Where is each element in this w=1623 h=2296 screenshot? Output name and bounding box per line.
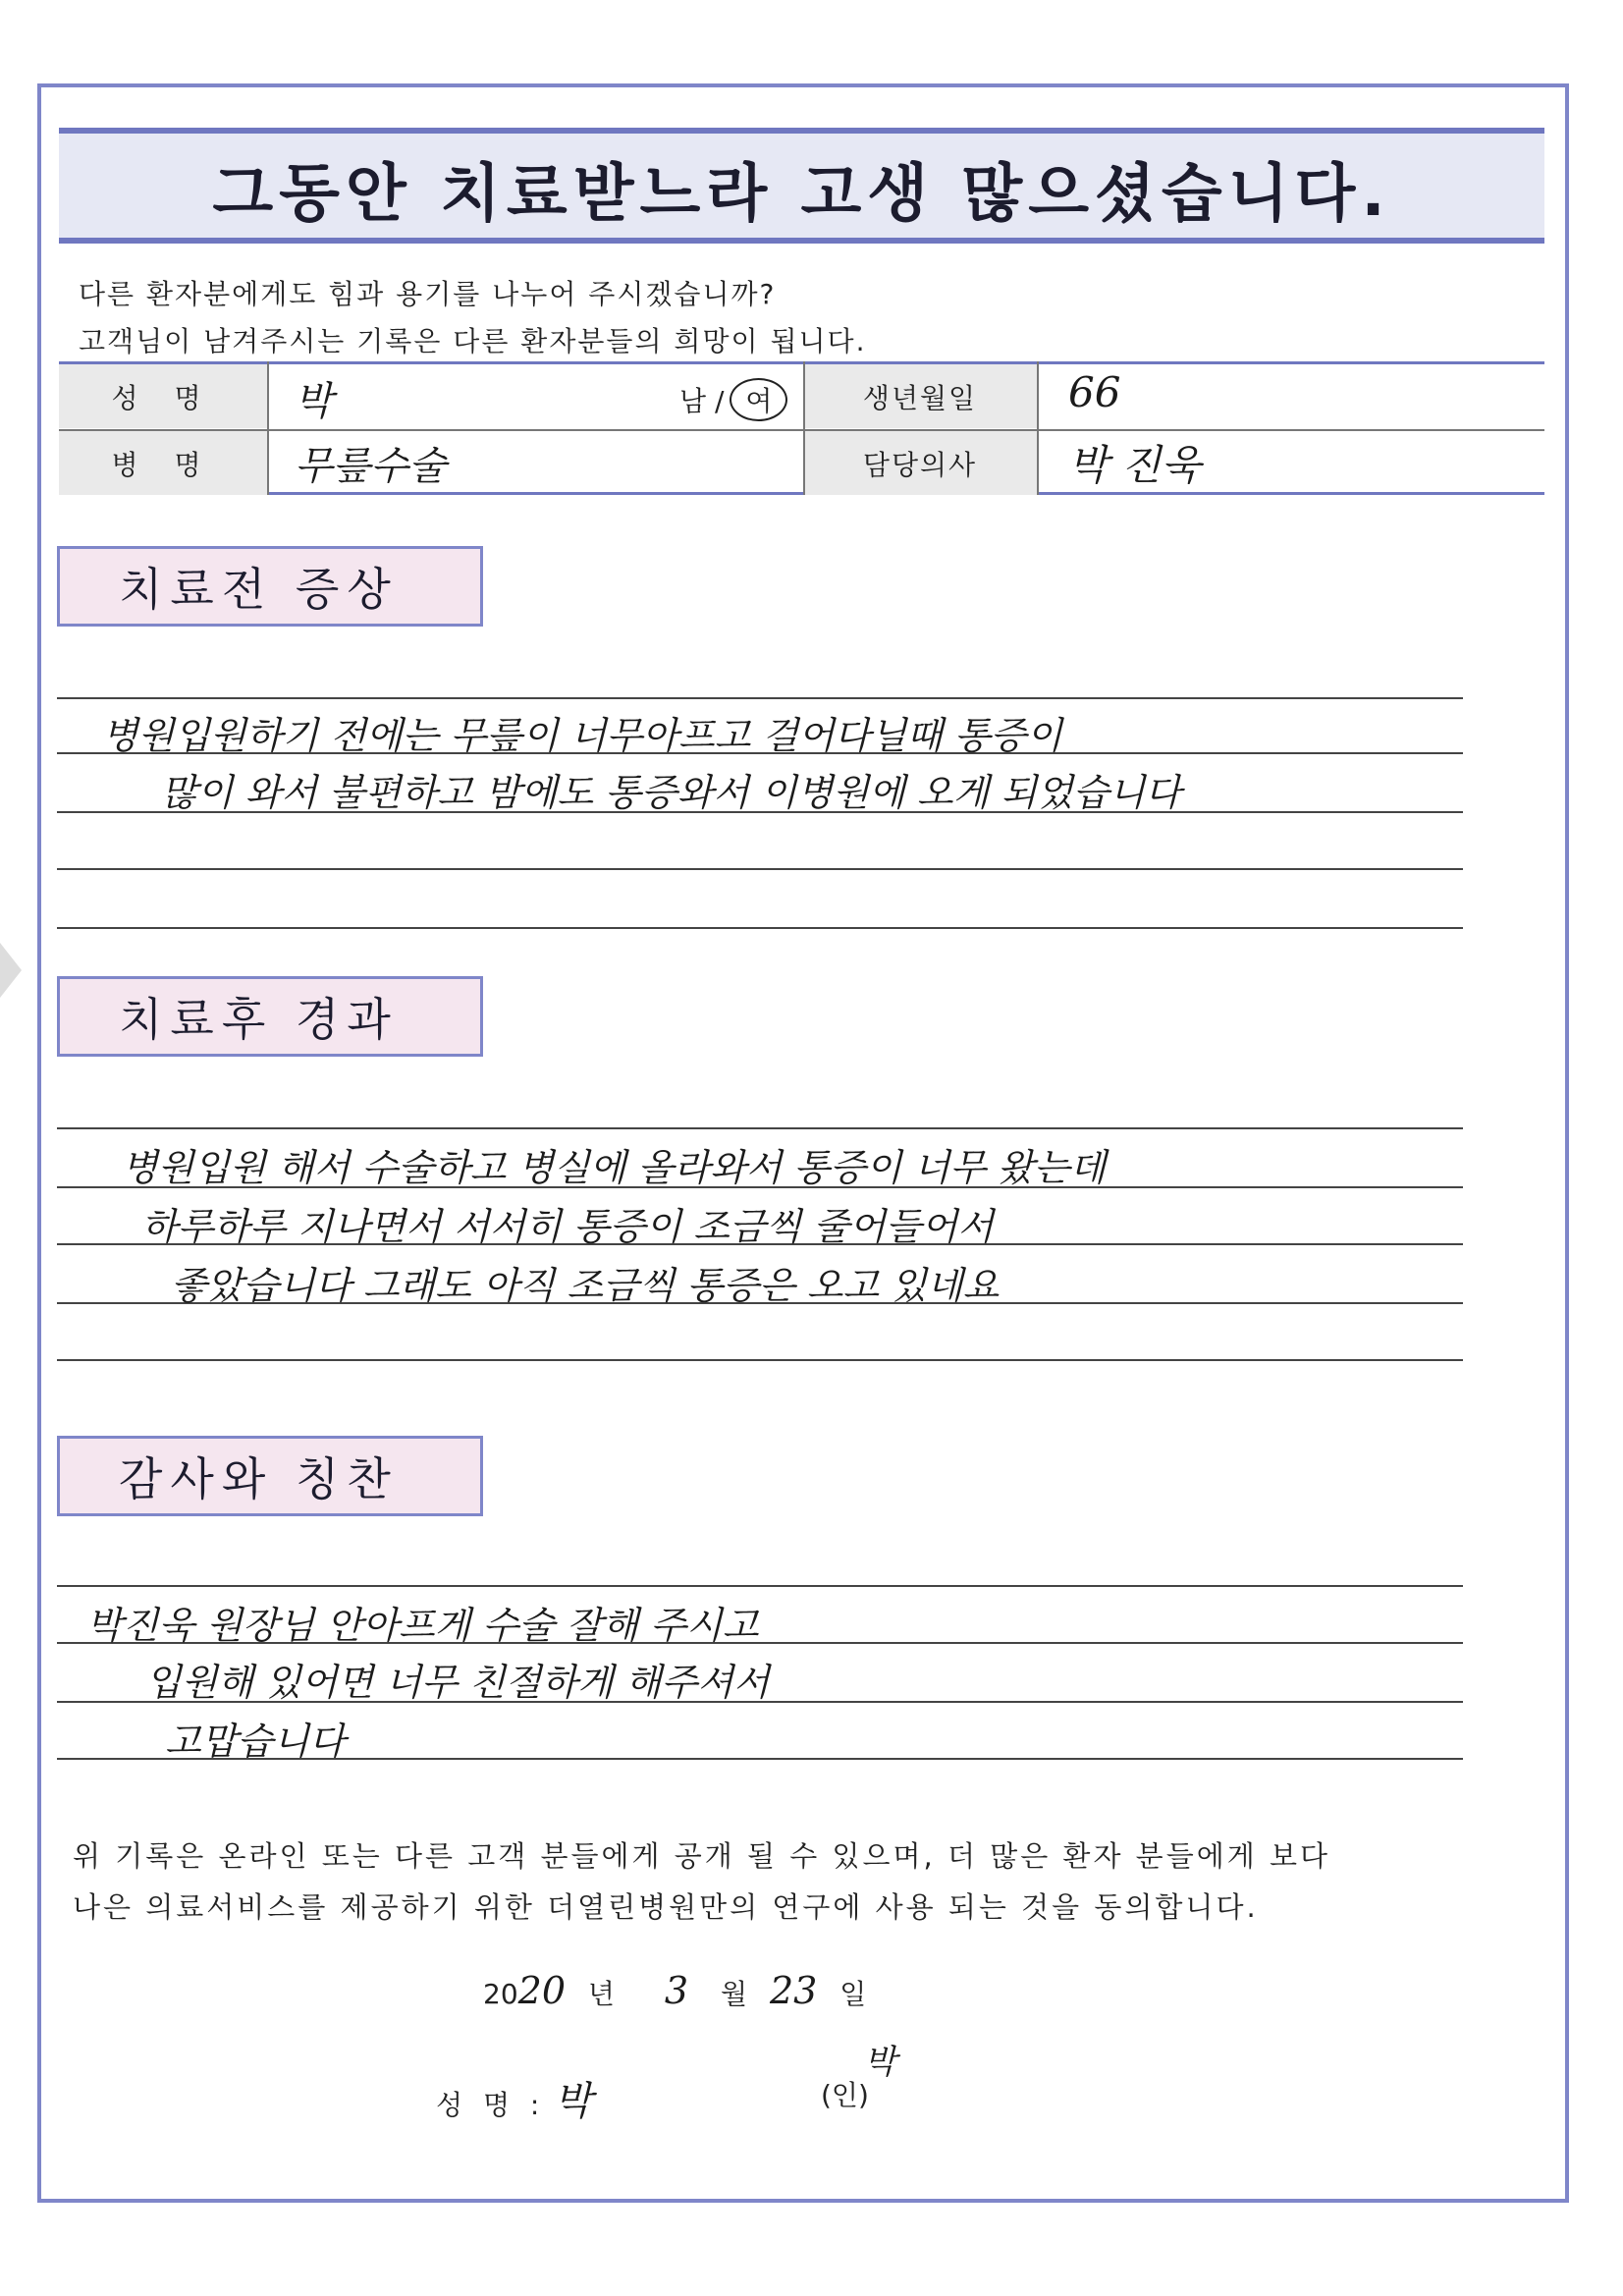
thanks-line-1: 박진욱 원장님 안아프게 수술 잘해 주시고	[86, 1604, 759, 1647]
name-value: 박	[295, 379, 333, 424]
after-line-2: 하루하루 지나면서 서서히 통증이 조금씩 줄어들어서	[141, 1205, 994, 1248]
info-row-name	[59, 364, 1544, 428]
gender-male: 남 /	[679, 385, 725, 417]
intro-line-1: 다른 환자분에게도 힘과 용기를 나누어 주시겠습니까?	[79, 278, 777, 310]
section-heading-before: 치료전 증상	[57, 546, 483, 627]
seal-signature: 박	[864, 2043, 896, 2082]
consent-line-2: 나은 의료서비스를 제공하기 위한 더열린병원만의 연구에 사용 되는 것을 동의합니다.	[73, 1890, 1259, 1924]
date-month-hand: 3	[664, 1969, 689, 2012]
table-divider	[1037, 361, 1039, 495]
page-title: 그동안 치료받느라 고생 많으셨습니다.	[212, 158, 1391, 231]
date-day-hand: 23	[769, 1969, 818, 2012]
writing-rule	[57, 868, 1463, 870]
table-divider	[803, 361, 805, 495]
gender-field	[679, 378, 787, 421]
date-day-unit: 일	[839, 1978, 867, 2010]
patient-info-table	[59, 361, 1544, 495]
date-year-prefix: 20	[483, 1978, 518, 2010]
birth-value: 66	[1068, 368, 1121, 416]
section-heading-thanks: 감사와 칭찬	[57, 1436, 483, 1516]
seal-label: (인)	[821, 2079, 869, 2111]
name-label: 성 명	[59, 364, 267, 428]
writing-rule	[57, 697, 1463, 699]
date-month-unit: 월	[720, 1978, 748, 2010]
disease-label: 병 명	[59, 431, 267, 495]
date-row	[483, 1969, 866, 2012]
writing-rule	[57, 1127, 1463, 1129]
date-year-hand: 20	[517, 1969, 566, 2012]
doctor-label: 담당의사	[803, 431, 1037, 495]
writing-rule	[57, 1585, 1463, 1587]
birth-label: 생년월일	[803, 364, 1037, 428]
intro-line-2: 고객님이 남겨주시는 기록은 다른 환자분들의 희망이 됩니다.	[79, 325, 867, 357]
gender-female-circled: 여	[730, 378, 787, 421]
title-banner	[59, 128, 1544, 244]
writing-rule	[57, 1359, 1463, 1361]
before-line-2: 많이 와서 불편하고 밤에도 통증와서 이병원에 오게 되었습니다	[161, 771, 1181, 814]
consent-line-1: 위 기록은 온라인 또는 다른 고객 분들에게 공개 될 수 있으며, 더 많은 환자 분들에게 보다	[73, 1839, 1330, 1873]
scan-side-tab	[0, 943, 22, 998]
disease-value: 무릎수술	[295, 444, 447, 489]
before-line-1: 병원입원하기 전에는 무릎이 너무아프고 걸어다닐때 통증이	[102, 714, 1063, 757]
info-row-disease	[59, 429, 1544, 495]
section-heading-after: 치료후 경과	[57, 976, 483, 1057]
writing-rule	[57, 927, 1463, 929]
after-line-1: 병원입원 해서 수술하고 병실에 올라와서 통증이 너무 왔는데	[122, 1146, 1107, 1189]
date-year-unit: 년	[587, 1978, 615, 2010]
signature-name: 박	[554, 2079, 592, 2124]
doctor-value: 박 진욱	[1068, 441, 1202, 489]
thanks-line-3: 고맙습니다	[165, 1720, 346, 1763]
signature-row	[436, 2070, 592, 2126]
table-divider	[267, 361, 269, 495]
after-line-3: 좋았습니다 그래도 아직 조금씩 통증은 오고 있네요	[171, 1264, 1000, 1307]
thanks-line-2: 입원해 있어면 너무 친절하게 해주셔서	[145, 1661, 770, 1704]
signature-label: 성 명 :	[436, 2089, 546, 2121]
